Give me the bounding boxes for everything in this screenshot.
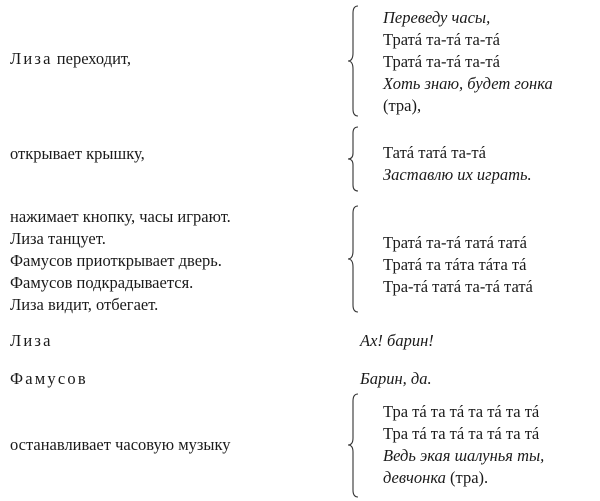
lyric-line: Хоть знаю, будет гонка xyxy=(383,74,553,93)
stage-direction xyxy=(10,48,131,70)
curly-brace-icon xyxy=(346,126,360,192)
lyric-line xyxy=(383,467,488,489)
stage-direction-text: переходит, xyxy=(56,49,132,68)
stage-direction: Лиза видит, отбегает. xyxy=(10,295,159,314)
lyric-line: Ведь экая шалунья ты, xyxy=(383,446,545,465)
lyric-line: Тратá та-тá та-тá xyxy=(383,52,500,71)
stage-direction: Лиза танцует. xyxy=(10,229,106,248)
dialogue-line: Барин, да. xyxy=(360,369,432,388)
curly-brace-icon xyxy=(346,5,360,117)
lyric-line: Тратá та тáта тáта тá xyxy=(383,255,527,274)
lyric-line: Тратá та-тá татá татá xyxy=(383,233,527,252)
lyric-line: Тра-тá татá та-тá татá xyxy=(383,277,533,296)
speaker-name: Лиза xyxy=(10,49,53,68)
lyric-line: Тра тá та тá та тá та тá xyxy=(383,424,540,443)
lyric-line: Переведу часы, xyxy=(383,8,491,27)
curly-brace-icon xyxy=(346,393,360,498)
speaker-name: Лиза xyxy=(10,331,53,350)
stage-direction: Фамусов подкрадывается. xyxy=(10,273,194,292)
dialogue-line: Ах! барин! xyxy=(360,331,434,350)
stage-direction: открывает крышку, xyxy=(10,144,145,163)
curly-brace-icon xyxy=(346,205,360,313)
lyric-line: Заставлю их играть. xyxy=(383,165,532,184)
lyric-line: Тра тá та тá та тá та тá xyxy=(383,402,540,421)
lyric-suffix: (тра). xyxy=(445,468,489,487)
stage-direction: Фамусов приоткрывает дверь. xyxy=(10,251,222,270)
stage-direction: останавливает часовую музыку xyxy=(10,435,231,454)
stage-direction: нажимает кнопку, часы играют. xyxy=(10,207,231,226)
speaker-name: Фамусов xyxy=(10,369,88,388)
lyric-line: (тра), xyxy=(383,96,422,115)
lyric-line: Татá татá та-тá xyxy=(383,143,486,162)
lyric-line: Тратá та-тá та-тá xyxy=(383,30,500,49)
lyric-italic-part: девчонка xyxy=(383,468,446,487)
